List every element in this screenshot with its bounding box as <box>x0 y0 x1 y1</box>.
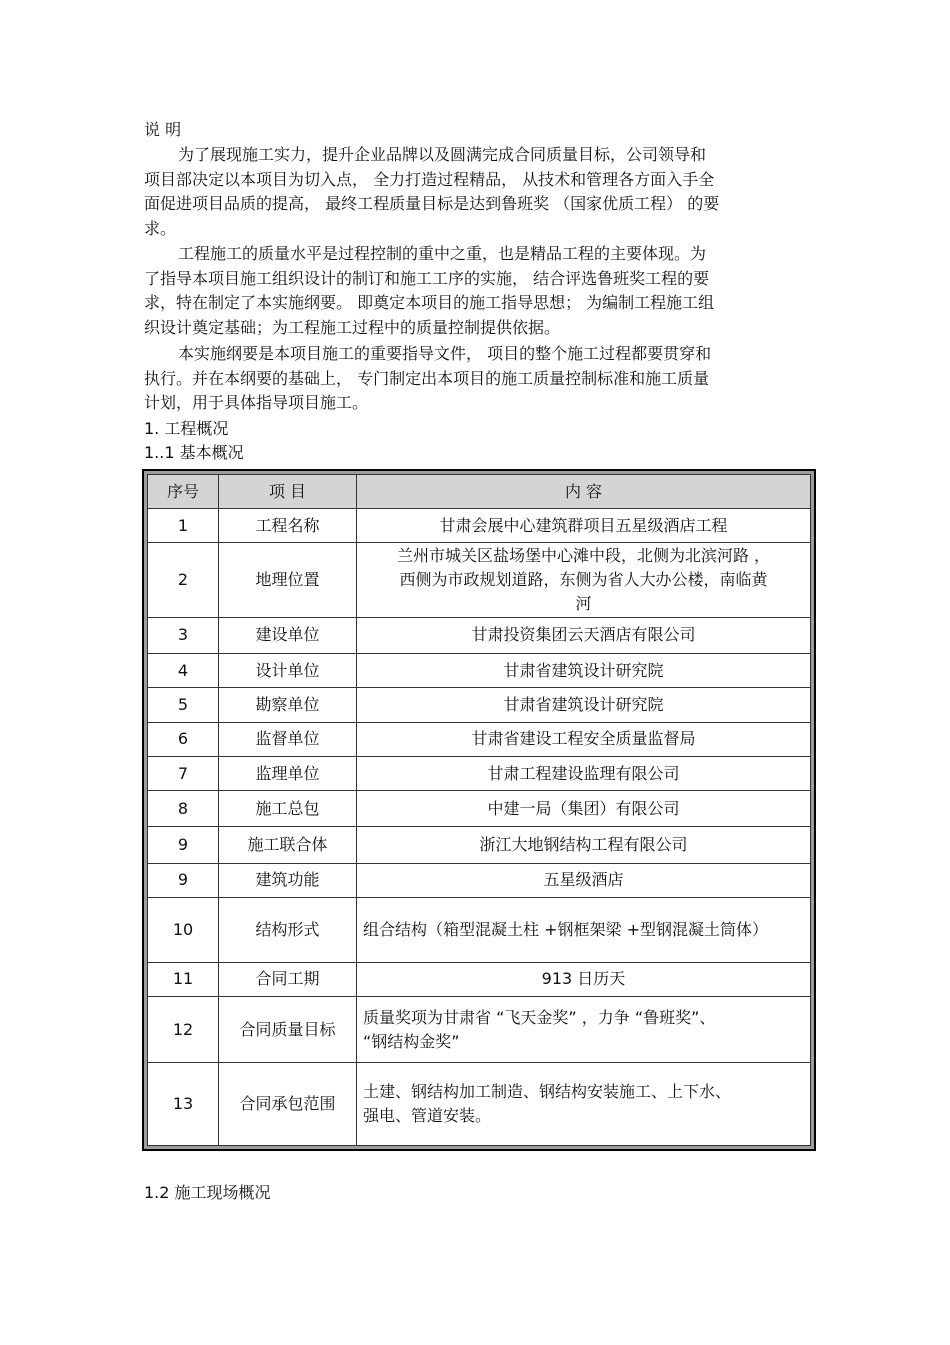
cell-item: 合同质量目标 <box>219 996 357 1063</box>
cell-item: 合同工期 <box>219 962 357 996</box>
paragraph-line: 本实施纲要是本项目施工的重要指导文件， 项目的整个施工过程都要贯穿和 <box>178 344 712 363</box>
cell-index: 10 <box>148 898 219 963</box>
basic-info-table-frame <box>142 469 816 1151</box>
cell-content <box>357 863 811 897</box>
section-heading-1-2: 1.2 施工现场概况 <box>144 1183 271 1202</box>
cell-content-line: 甘肃省建设工程安全质量监督局 <box>471 729 696 749</box>
header-item: 项 目 <box>219 475 357 509</box>
cell-content-line: 913 日历天 <box>541 969 626 989</box>
paragraph-line: 计划，用于具体指导项目施工。 <box>144 393 369 412</box>
cell-index: 8 <box>148 791 219 827</box>
cell-item: 结构形式 <box>219 898 357 963</box>
cell-content-line: 甘肃会展中心建筑群项目五星级酒店工程 <box>439 515 728 535</box>
cell-item: 勘察单位 <box>219 688 357 722</box>
cell-content <box>357 756 811 790</box>
cell-item: 工程名称 <box>219 509 357 543</box>
header-content: 内 容 <box>357 475 811 509</box>
doc-title: 说 明 <box>144 120 182 139</box>
table-row <box>148 688 811 722</box>
cell-index: 9 <box>148 827 219 863</box>
paragraph-line: 面促进项目品质的提高， 最终工程质量目标是达到鲁班奖 （国家优质工程） 的要 <box>144 194 720 213</box>
table-row <box>148 722 811 756</box>
cell-content <box>357 617 811 653</box>
paragraph-line: 工程施工的质量水平是过程控制的重中之重，也是精品工程的主要体现。为 <box>178 244 707 263</box>
cell-index: 3 <box>148 617 219 653</box>
table-row <box>148 996 811 1063</box>
cell-content-line: 甘肃省建筑设计研究院 <box>503 660 664 680</box>
table-row <box>148 791 811 827</box>
paragraph-line: 项目部决定以本项目为切入点， 全力打造过程精品， 从技术和管理各方面入手全 <box>144 169 715 189</box>
cell-item: 合同承包范围 <box>219 1063 357 1146</box>
table-header-row <box>148 475 811 509</box>
table-row <box>148 654 811 688</box>
basic-info-table <box>147 474 811 1146</box>
cell-content <box>357 688 811 722</box>
section-heading-1: 1. 工程概况 <box>144 419 229 438</box>
cell-content <box>357 996 811 1063</box>
cell-index: 9 <box>148 863 219 897</box>
cell-content-line: 西侧为市政规划道路，东侧为省人大办公楼，南临黄 <box>399 570 768 590</box>
header-index: 序号 <box>148 475 219 509</box>
cell-content <box>357 543 811 618</box>
cell-content <box>357 962 811 996</box>
cell-content-line: 强电、管道安装。 <box>363 1106 492 1126</box>
paragraph-2 <box>144 242 814 340</box>
cell-index: 12 <box>148 996 219 1063</box>
cell-index: 5 <box>148 688 219 722</box>
table-row <box>148 756 811 790</box>
cell-content-line: 兰州市城关区盐场堡中心滩中段，北侧为北滨河路 ， <box>396 546 771 566</box>
table-row <box>148 1063 811 1146</box>
cell-content-line: 甘肃省建筑设计研究院 <box>503 695 664 715</box>
cell-index: 11 <box>148 962 219 996</box>
cell-index: 7 <box>148 756 219 790</box>
cell-content-line: 土建、钢结构加工制造、钢结构安装施工、上下水、 <box>363 1082 732 1102</box>
paragraph-3 <box>144 342 814 416</box>
paragraph-line: 求。 <box>144 218 177 238</box>
cell-content-line: 甘肃工程建设监理有限公司 <box>487 763 680 783</box>
paragraph-line: 了指导本项目施工组织设计的制订和施工工序的实施， 结合评选鲁班奖工程的要 <box>144 268 710 288</box>
cell-index: 2 <box>148 543 219 618</box>
cell-item: 监督单位 <box>219 722 357 756</box>
cell-content-line: 浙江大地钢结构工程有限公司 <box>479 835 688 855</box>
cell-content-line: 质量奖项为甘肃省 “飞天金奖” ，力争 “鲁班奖”、 <box>363 1007 716 1027</box>
cell-content <box>357 722 811 756</box>
cell-content-line: 甘肃投资集团云天酒店有限公司 <box>471 625 696 645</box>
cell-content-line: 组合结构（箱型混凝土柱 +钢框架梁 +型钢混凝土筒体） <box>363 919 768 939</box>
cell-item: 监理单位 <box>219 756 357 790</box>
table-row <box>148 827 811 863</box>
table-row <box>148 863 811 897</box>
cell-item: 建设单位 <box>219 617 357 653</box>
cell-content <box>357 791 811 827</box>
cell-content <box>357 1063 811 1146</box>
cell-index: 13 <box>148 1063 219 1146</box>
cell-index: 6 <box>148 722 219 756</box>
cell-content <box>357 898 811 963</box>
cell-item: 建筑功能 <box>219 863 357 897</box>
table-row <box>148 962 811 996</box>
section-heading-1-1: 1..1 基本概况 <box>144 443 244 462</box>
cell-index: 4 <box>148 654 219 688</box>
cell-content-line: 中建一局（集团）有限公司 <box>487 798 680 818</box>
table-row <box>148 543 811 618</box>
cell-content-line: 河 <box>575 594 592 614</box>
paragraph-line: 织设计奠定基础；为工程施工过程中的质量控制提供依据。 <box>144 317 561 337</box>
paragraph-line: 为了展现施工实力，提升企业品牌以及圆满完成合同质量目标，公司领导和 <box>178 145 707 164</box>
table-row <box>148 617 811 653</box>
table-row <box>148 509 811 543</box>
cell-content-line: “钢结构金奖” <box>363 1031 460 1051</box>
cell-item: 施工联合体 <box>219 827 357 863</box>
cell-item: 施工总包 <box>219 791 357 827</box>
cell-content <box>357 509 811 543</box>
cell-content <box>357 827 811 863</box>
cell-content-line: 五星级酒店 <box>543 870 624 890</box>
cell-index: 1 <box>148 509 219 543</box>
table-row <box>148 898 811 963</box>
cell-content <box>357 654 811 688</box>
cell-item: 设计单位 <box>219 654 357 688</box>
paragraph-line: 执行。并在本纲要的基础上， 专门制定出本项目的施工质量控制标准和施工质量 <box>144 368 710 388</box>
cell-item: 地理位置 <box>219 543 357 618</box>
paragraph-1 <box>144 143 814 241</box>
paragraph-line: 求，特在制定了本实施纲要。 即奠定本项目的施工指导思想； 为编制工程施工组 <box>144 293 715 312</box>
